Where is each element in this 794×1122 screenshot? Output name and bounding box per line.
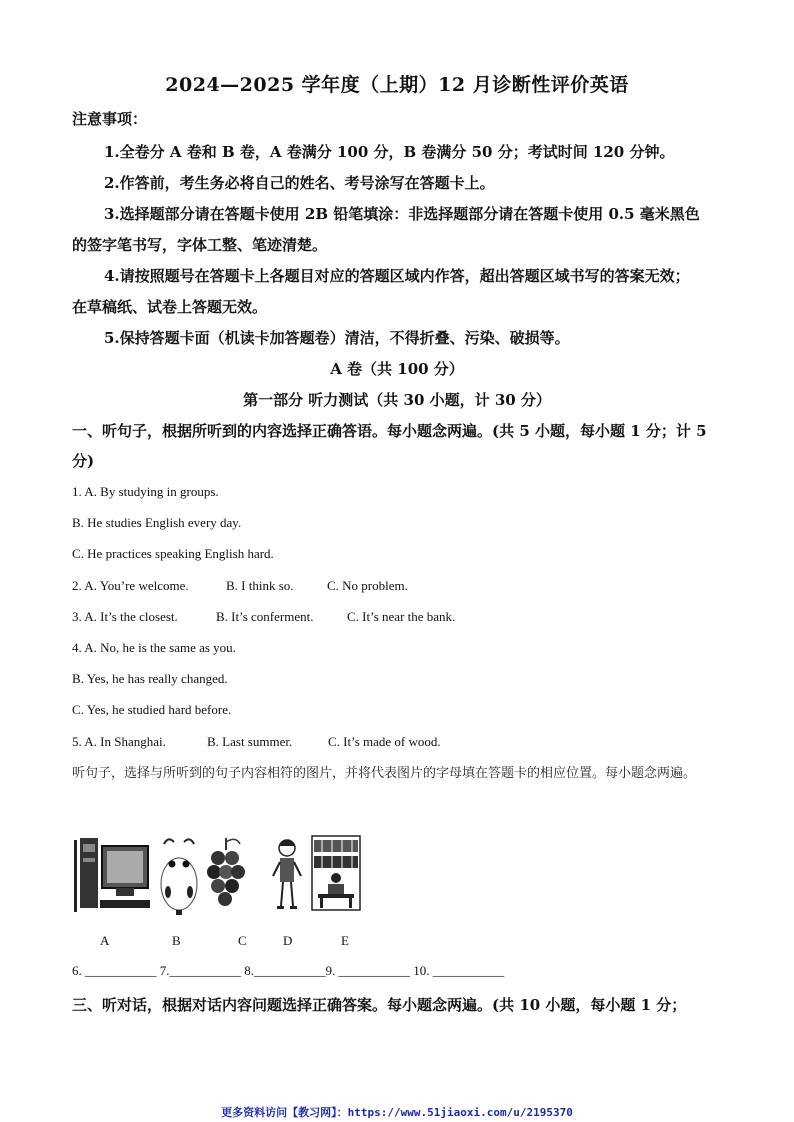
q3-option-b: B. It’s conferment. <box>216 609 314 624</box>
answer-blanks: 6. ___________ 7.___________ 8.___________9. ___________ 10. ___________ <box>72 963 505 978</box>
q2-option-b: B. I think so. <box>226 578 294 593</box>
q2-option-a: 2. A. You’re welcome. <box>72 578 189 593</box>
q5-option-c: C. It’s made of wood. <box>328 734 441 749</box>
q5-option-b: B. Last summer. <box>207 734 293 749</box>
q1-option-c: C. He practices speaking English hard. <box>72 546 274 561</box>
notice-heading: 注意事项： <box>72 110 148 128</box>
q4-option-c: C. Yes, he studied hard before. <box>72 702 232 717</box>
q3-option-a: 3. A. It’s the closest. <box>72 609 178 624</box>
q2-option-c: C. No problem. <box>327 578 408 593</box>
notice-rule-3-line-1: 3.选择题部分请在答题卡使用 2B 铅笔填涂：非选择题部分请在答题卡使用 0.5 毫米黑色 <box>104 205 700 223</box>
footer-link[interactable]: 更多资料访问【教习网】：https://www.51jiaoxi.com/u/2195370 <box>221 1106 573 1119</box>
notice-rule-4-line-2: 在草稿纸、试卷上答题无效。 <box>72 298 268 316</box>
notice-rule-2: 2.作答前，考生务必将自己的姓名、考号涂写在答题卡上。 <box>104 174 495 192</box>
notice-rule-4-line-1: 4.请按照题号在答题卡上各题目对应的答题区域内作答，超出答题区域书写的答案无效； <box>104 267 690 285</box>
section-3-instructions: 三、听对话，根据对话内容问题选择正确答案。每小题念两遍。(共 10 小题，每小题 1 分； <box>72 996 687 1014</box>
page-title: 2024—2025 学年度（上期）12 月诊断性评价英语 <box>165 74 629 96</box>
q1-option-a: 1. A. By studying in groups. <box>72 484 219 499</box>
notice-rule-5: 5.保持答题卡面（机读卡加答题卷）清洁，不得折叠、污染、破损等。 <box>104 329 570 347</box>
computer-picture <box>72 832 152 916</box>
picture-label-c: C <box>238 933 247 948</box>
q4-option-a: 4. A. No, he is the same as you. <box>72 640 236 655</box>
picture-label-e: E <box>341 933 349 948</box>
picture-label-a: A <box>100 933 110 948</box>
picture-row <box>72 832 372 922</box>
q3-option-c: C. It’s near the bank. <box>347 609 456 624</box>
bookshelf-picture <box>310 832 362 916</box>
section-1-instructions: 一、听句子，根据所听到的内容选择正确答语。每小题念两遍。(共 5 小题，每小题 1 分；计 5 分) <box>72 422 707 470</box>
toy-face-picture <box>154 832 204 916</box>
grapes-picture <box>206 832 246 916</box>
girl-picture <box>270 832 304 916</box>
picture-label-d: D <box>283 933 293 948</box>
section-2-instructions: 听句子，选择与所听到的句子内容相符的图片，并将代表图片的字母填在答题卡的相应位置。每小题念两遍。 <box>72 766 697 781</box>
notice-rule-1: 1.全卷分 A 卷和 B 卷，A 卷满分 100 分，B 卷满分 50 分；考试时间 120 分钟。 <box>104 143 675 161</box>
q5-option-a: 5. A. In Shanghai. <box>72 734 166 749</box>
volume-a-heading: A 卷（共 100 分） <box>330 360 464 378</box>
notice-rule-3-line-2: 的签字笔书写，字体工整、笔迹清楚。 <box>72 236 328 254</box>
part-1-heading: 第一部分 听力测试（共 30 小题，计 30 分） <box>243 391 551 409</box>
q4-option-b: B. Yes, he has really changed. <box>72 671 228 686</box>
picture-label-b: B <box>172 933 181 948</box>
q1-option-b: B. He studies English every day. <box>72 515 242 530</box>
